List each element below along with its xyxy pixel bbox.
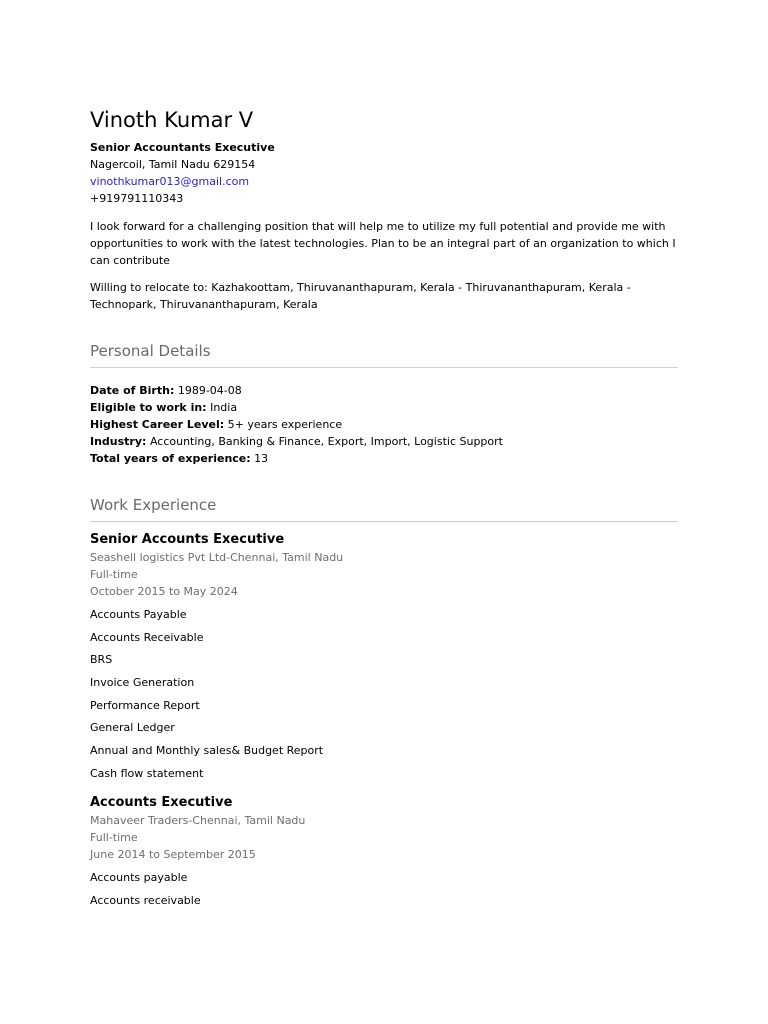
personal-details-heading: Personal Details [90,341,678,368]
job-entry-2 [90,794,678,909]
detail-label: Date of Birth: [90,384,175,397]
job-entry-1 [90,531,678,782]
relocate-text: Willing to relocate to: Kazhakoottam, Thiruvananthapuram, Kerala - Thiruvananthapuram, Kerala - Technopark, Thiruvananthapuram, Kerala [90,281,631,311]
detail-value: 1989-04-08 [177,384,242,397]
detail-value: 5+ years experience [227,418,343,431]
duty-item: Invoice Generation [90,676,195,690]
job-dates: June 2014 to September 2015 [90,847,256,861]
candidate-email-link[interactable]: vinothkumar013@gmail.com [90,175,250,188]
duty-item: Accounts Payable [90,608,187,621]
job-type: Full-time [90,830,138,844]
job-title: Accounts Executive [90,794,233,810]
summary-text: I look forward for a challenging position that will help me to utilize my full potential and provide me with opportunities to work with the latest technologies. Plan to be an integral part of an organization to which I can contribute [90,220,676,267]
job-company: Mahaveer Traders-Chennai, Tamil Nadu [90,813,306,827]
detail-value: India [210,401,238,414]
resume-page [90,106,678,914]
job-title: Senior Accounts Executive [90,532,285,547]
detail-value: 13 [254,452,269,465]
job-duties [90,606,678,782]
detail-label: Industry: [90,435,147,448]
duty-item: Annual and Monthly sales& Budget Report [90,744,324,758]
duty-item: BRS [90,653,113,667]
detail-value: Accounting, Banking & Finance, Export, Import, Logistic Support [149,435,503,448]
duty-item: Accounts Receivable [90,630,204,644]
detail-row-career-level [90,416,678,433]
duty-item: Cash flow statement [90,766,204,780]
candidate-headline: Senior Accountants Executive [90,141,275,154]
candidate-location: Nagercoil, Tamil Nadu 629154 [90,158,256,171]
work-experience-heading: Work Experience [90,495,678,522]
duty-item: General Ledger [90,721,175,735]
detail-row-dob [90,382,678,399]
personal-details-list [90,382,678,467]
job-duties [90,869,678,909]
job-type: Full-time [90,568,138,581]
candidate-name: Vinoth Kumar V [90,108,254,132]
detail-row-total-experience [90,450,678,467]
detail-label: Total years of experience: [90,452,251,465]
job-dates: October 2015 to May 2024 [90,585,238,598]
candidate-phone: +919791110343 [90,192,184,205]
detail-label: Eligible to work in: [90,401,207,414]
duty-item: Accounts receivable [90,893,201,907]
detail-label: Highest Career Level: [90,418,225,431]
detail-row-eligible [90,399,678,416]
job-company: Seashell logistics Pvt Ltd-Chennai, Tamil Nadu [90,551,344,564]
duty-item: Performance Report [90,698,200,712]
duty-item: Accounts payable [90,870,188,884]
detail-row-industry [90,433,678,450]
